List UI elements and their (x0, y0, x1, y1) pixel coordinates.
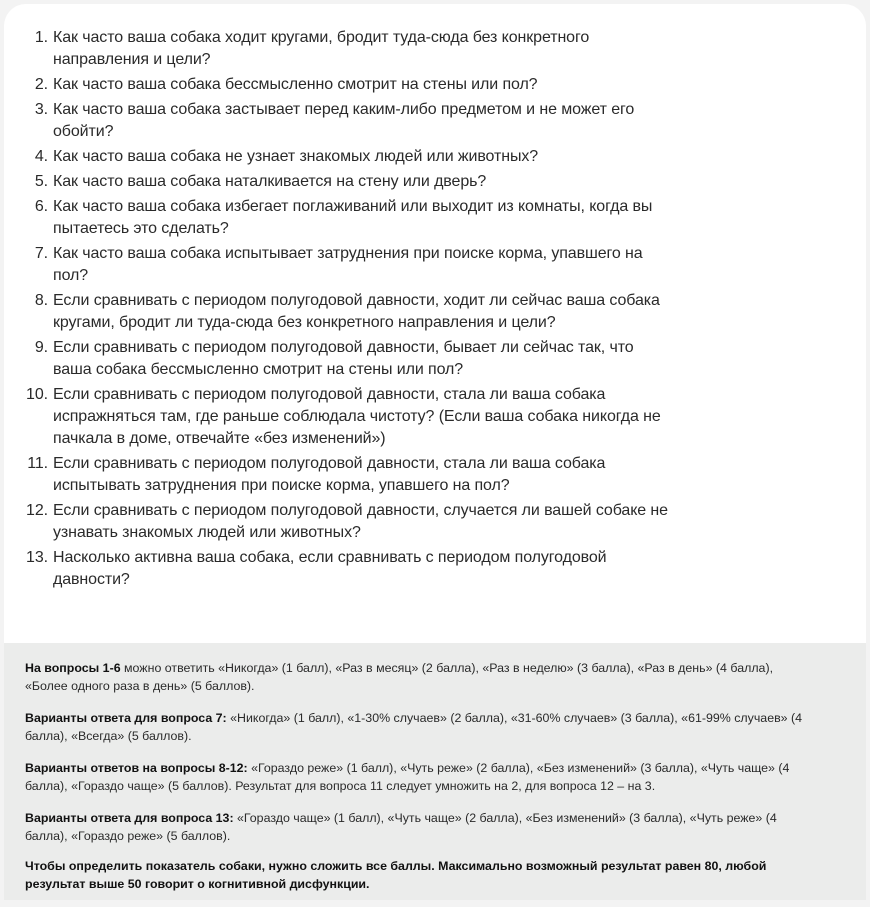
scoring-text: «Гораздо чаще» (1 балл), «Чуть чаще» (2 балла), «Без изменений» (3 балла), «Чуть реже» (4 балла), «Гораздо реже» (5 баллов). (25, 811, 777, 843)
question-number: 11. (27, 455, 48, 472)
scoring-q8-12 (25, 759, 805, 795)
question-number: 4. (34, 148, 48, 165)
question-number: 10. (26, 386, 48, 403)
scoring-q13 (25, 809, 805, 845)
scoring-label: Варианты ответов на вопросы 8-12: (25, 761, 248, 775)
question-number: 3. (34, 101, 48, 118)
question-text: Если сравнивать с периодом полугодовой давности, случается ли вашей собаке не узнавать знакомых людей или животных? (53, 502, 668, 541)
question-number: 2. (34, 76, 48, 93)
question-item (4, 146, 866, 168)
question-text: Как часто ваша собака наталкивается на стену или дверь? (53, 173, 487, 190)
question-text: Насколько активна ваша собака, если сравнивать с периодом полугодовой давности? (53, 549, 607, 588)
scoring-q7 (25, 709, 805, 745)
scoring-text: «Гораздо реже» (1 балл), «Чуть реже» (2 балла), «Без изменений» (3 балла), «Чуть чаще» (4 балла), «Гораздо чаще» (5 баллов). Результат для вопроса 11 следует умножить на 2, для вопроса 12 – на 3. (25, 761, 790, 793)
scoring-label: Варианты ответа для вопроса 7: (25, 711, 227, 725)
question-text: Как часто ваша собака бессмысленно смотрит на стены или пол? (53, 76, 538, 93)
question-text: Если сравнивать с периодом полугодовой давности, стала ли ваша собака испытывать затруднения при поиске корма, упавшего на пол? (53, 455, 606, 494)
scoring-q1-6 (25, 659, 805, 695)
question-item (4, 384, 866, 450)
scoring-panel (4, 643, 866, 900)
question-item (4, 171, 866, 193)
question-number: 7. (34, 245, 48, 262)
question-number: 5. (34, 173, 48, 190)
question-text: Если сравнивать с периодом полугодовой давности, стала ли ваша собака испражняться там, где раньше соблюдала чистоту? (Если ваша собака никогда не пачкала в доме, отвечайте «без изменений») (53, 386, 661, 447)
question-item (4, 337, 866, 381)
scoring-text: можно ответить «Никогда» (1 балл), «Раз в месяц» (2 балла), «Раз в неделю» (3 балла), «Раз в день» (4 балла), «Более одного раза в день» (5 баллов). (25, 661, 774, 693)
question-text: Если сравнивать с периодом полугодовой давности, бывает ли сейчас так, что ваша собака бессмысленно смотрит на стены или пол? (53, 339, 634, 378)
question-text: Как часто ваша собака избегает поглаживаний или выходит из комнаты, когда вы пытаетесь это сделать? (53, 198, 653, 237)
question-number: 6. (34, 198, 48, 215)
question-text: Как часто ваша собака не узнает знакомых людей или животных? (53, 148, 539, 165)
question-item (4, 547, 866, 591)
question-item (4, 74, 866, 96)
question-number: 9. (34, 339, 48, 356)
question-item (4, 500, 866, 544)
question-item (4, 196, 866, 240)
question-number: 1. (34, 29, 48, 46)
question-text: Если сравнивать с периодом полугодовой давности, ходит ли сейчас ваша собака кругами, бродит ли туда-сюда без конкретного направления и цели? (53, 292, 660, 331)
question-text: Как часто ваша собака испытывает затруднения при поиске корма, упавшего на пол? (53, 245, 643, 284)
question-item (4, 453, 866, 497)
question-item (4, 99, 866, 143)
scoring-label: На вопросы 1-6 (25, 661, 121, 675)
question-text: Как часто ваша собака ходит кругами, бродит туда-сюда без конкретного направления и цели? (53, 29, 590, 68)
scoring-text: «Никогда» (1 балл), «1-30% случаев» (2 балла), «31-60% случаев» (3 балла), «61-99% случаев» (4 балла), «Всегда» (5 баллов). (25, 711, 803, 743)
question-item (4, 27, 866, 71)
question-item (4, 290, 866, 334)
scoring-label: Варианты ответа для вопроса 13: (25, 811, 234, 825)
question-number: 13. (26, 549, 48, 566)
scoring-summary: Чтобы определить показатель собаки, нужно сложить все баллы. Максимально возможный результат равен 80, любой результат выше 50 говорит о когнитивной дисфункции. (25, 859, 767, 891)
question-number: 12. (26, 502, 48, 519)
question-item (4, 243, 866, 287)
question-list (4, 27, 866, 594)
questionnaire-card (4, 4, 866, 900)
question-text: Как часто ваша собака застывает перед каким-либо предметом и не может его обойти? (53, 101, 635, 140)
question-number: 8. (34, 292, 48, 309)
